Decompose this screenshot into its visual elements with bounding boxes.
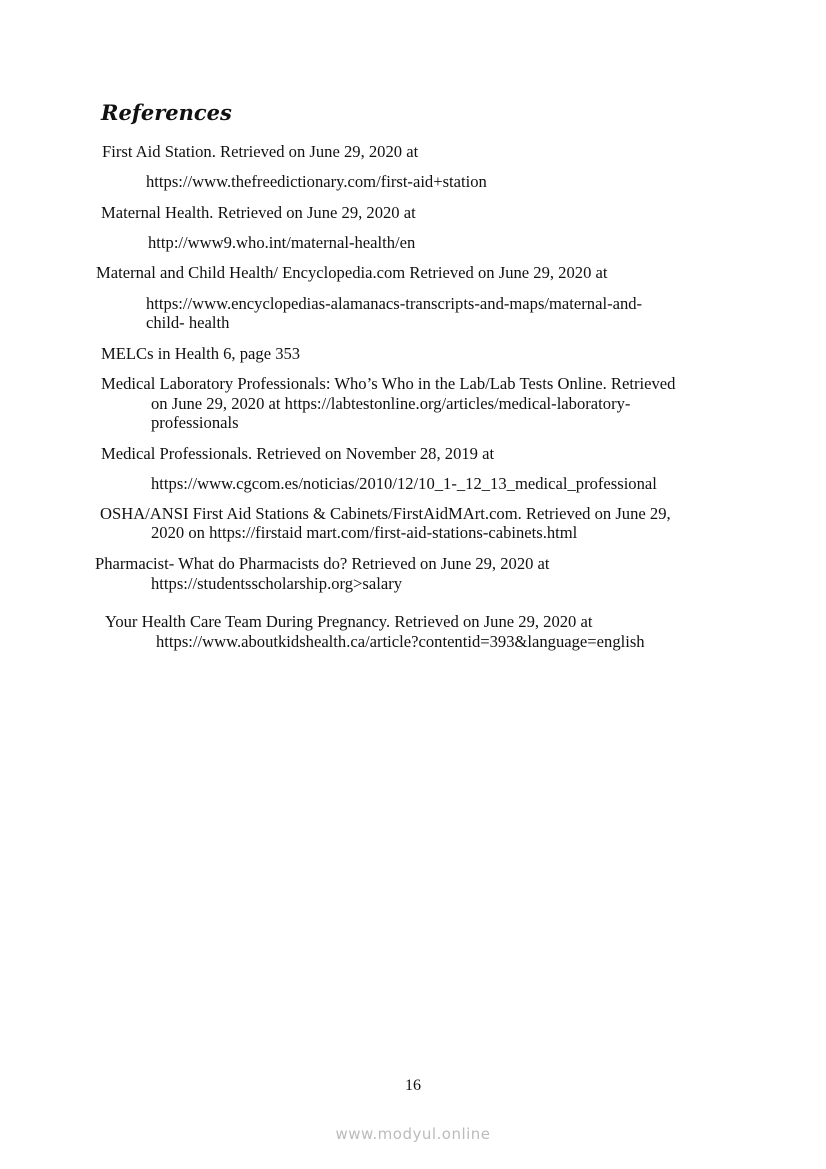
reference-line: MELCs in Health 6, page 353: [101, 344, 301, 363]
watermark: www.modyul.online: [335, 1125, 491, 1143]
page-title: References: [101, 100, 232, 125]
reference-line: OSHA/ANSI First Aid Stations & Cabinets/FirstAidMArt.com. Retrieved on June 29,: [100, 504, 671, 523]
reference-line: 2020 on https://firstaid mart.com/first-aid-stations-cabinets.html: [151, 523, 578, 542]
reference-url[interactable]: https://www.thefreedictionary.com/first-aid+station: [146, 172, 487, 191]
reference-url[interactable]: http://www9.who.int/maternal-health/en: [148, 233, 416, 252]
reference-line: Maternal Health. Retrieved on June 29, 2020 at: [101, 203, 416, 222]
reference-line: on June 29, 2020 at https://labtestonline.org/articles/medical-laboratory-: [151, 394, 631, 413]
reference-url[interactable]: https://studentsscholarship.org>salary: [151, 574, 403, 593]
reference-url[interactable]: child- health: [146, 313, 230, 332]
page-number: 16: [405, 1077, 421, 1094]
reference-url[interactable]: https://www.cgcom.es/noticias/2010/12/10_1-_12_13_medical_professional: [151, 474, 657, 493]
reference-url[interactable]: https://www.aboutkidshealth.ca/article?contentid=393&language=english: [156, 632, 645, 651]
reference-line: Pharmacist- What do Pharmacists do? Retrieved on June 29, 2020 at: [95, 554, 550, 573]
reference-line: professionals: [151, 413, 239, 432]
reference-url[interactable]: https://www.encyclopedias-alamanacs-transcripts-and-maps/maternal-and-: [146, 294, 643, 313]
reference-line: First Aid Station. Retrieved on June 29, 2020 at: [102, 142, 419, 161]
reference-line: Maternal and Child Health/ Encyclopedia.com Retrieved on June 29, 2020 at: [96, 263, 608, 282]
reference-line: Medical Laboratory Professionals: Who’s Who in the Lab/Lab Tests Online. Retrieved: [101, 374, 676, 393]
reference-line: Medical Professionals. Retrieved on November 28, 2019 at: [101, 444, 495, 463]
reference-line: Your Health Care Team During Pregnancy. Retrieved on June 29, 2020 at: [105, 612, 593, 631]
